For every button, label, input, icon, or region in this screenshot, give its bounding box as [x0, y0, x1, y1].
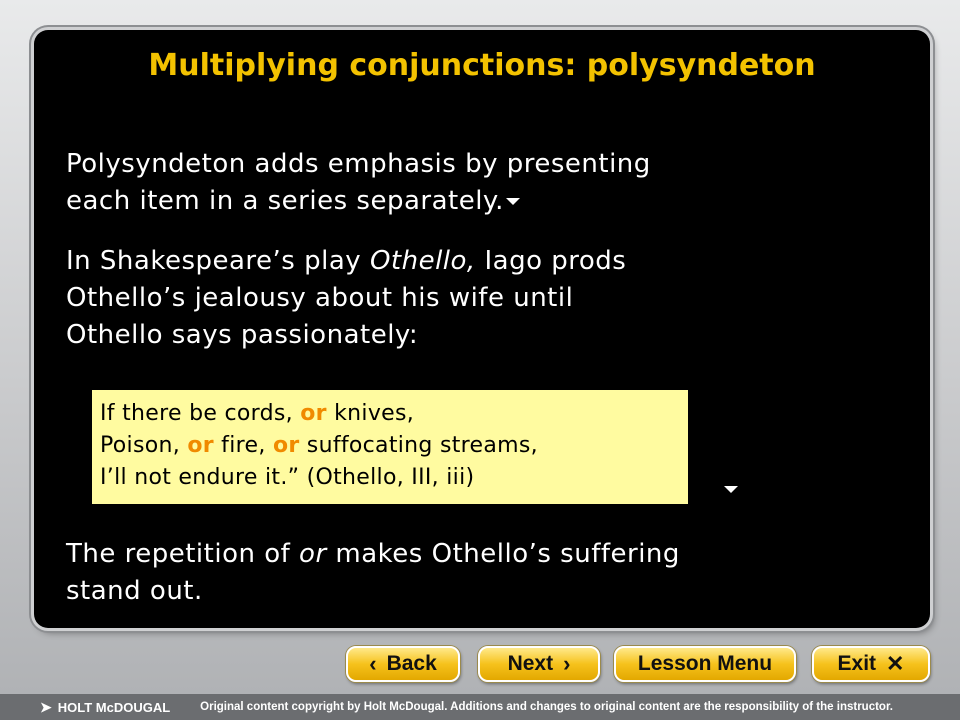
definition-paragraph: [66, 146, 651, 220]
slide-frame: [34, 30, 930, 628]
exit-button-label: Exit: [837, 652, 877, 675]
quote-line-2: Poison, or fire, or suffocating streams,: [100, 433, 538, 458]
back-button[interactable]: [346, 646, 460, 682]
definition-line-1: Polysyndeton adds emphasis by presenting: [66, 149, 651, 179]
lesson-menu-button-label: Lesson Menu: [637, 652, 773, 675]
slide-title: Multiplying conjunctions: polysyndeton: [148, 48, 816, 83]
quote-box: [92, 390, 688, 504]
back-button-label: Back: [386, 652, 437, 675]
conclusion-paragraph: The repetition of or makes Othello’s suffering stand out.: [66, 539, 680, 606]
or-highlight: or: [300, 401, 327, 426]
context-line-3: Othello says passionately:: [66, 320, 419, 350]
publisher-logo-icon: ➤: [40, 698, 52, 715]
context-paragraph: [66, 243, 626, 354]
exit-button[interactable]: [812, 646, 930, 682]
close-icon: ✕: [886, 651, 905, 676]
copyright-text: Original content copyright by Holt McDougal. Additions and changes to original content are the responsibility of the instructor.: [200, 701, 893, 713]
animation-arrow-icon: [506, 198, 520, 205]
context-line-2: Othello’s jealousy about his wife until: [66, 283, 574, 313]
publisher-logo: [40, 699, 170, 716]
footer-bar: [0, 694, 960, 720]
quote-line-1: If there be cords, or knives,: [100, 401, 415, 426]
or-highlight: or: [187, 433, 214, 458]
animation-arrow-icon: [724, 486, 738, 493]
definition-line-2: each item in a series separately.: [66, 186, 504, 216]
context-text-post: Iago prods: [475, 246, 627, 276]
lesson-menu-button[interactable]: [614, 646, 796, 682]
quote-line-3: I’ll not endure it.” (Othello, III, iii): [100, 465, 475, 490]
navigation-bar: [0, 638, 960, 688]
next-button-label: Next: [507, 652, 554, 675]
chevron-right-icon: ›: [563, 651, 571, 676]
publisher-logo-text: HOLT McDOUGAL: [57, 699, 171, 715]
or-emphasis: or: [299, 539, 327, 569]
chevron-left-icon: ‹: [369, 651, 377, 676]
play-title: Othello,: [369, 246, 476, 276]
next-button[interactable]: [478, 646, 600, 682]
context-text-pre: In Shakespeare’s play: [66, 246, 370, 276]
conclusion-line-2: stand out.: [66, 576, 203, 606]
or-highlight: or: [272, 433, 300, 458]
